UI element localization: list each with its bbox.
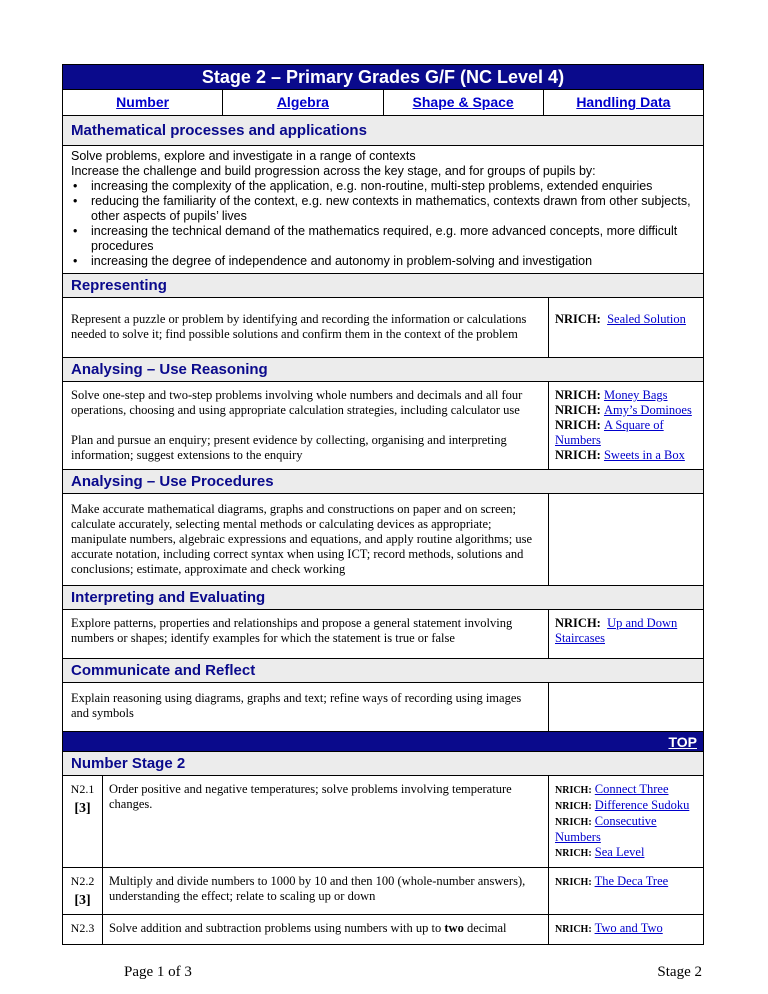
communicate-resources — [549, 683, 703, 731]
reasoning-heading: Analysing – Use Reasoning — [63, 357, 703, 381]
table-row — [63, 914, 703, 944]
math-processes-body — [63, 145, 703, 273]
list-item: • increasing the degree of independence and autonomy in problem-solving and investigation — [71, 254, 695, 269]
nrich-link-consecutive-numbers[interactable]: Consecutive Numbers — [555, 814, 657, 844]
objective-resources — [549, 915, 703, 944]
communicate-row — [63, 682, 703, 731]
nrich-link-difference-sudoku[interactable]: Difference Sudoku — [594, 798, 690, 812]
objective-text-part: Solve addition and subtraction problems using numbers with up to — [109, 921, 445, 935]
page-title: Stage 2 – Primary Grades G/F (NC Level 4) — [63, 65, 703, 89]
nrich-link-amys-dominoes[interactable]: Amy’s Dominoes — [603, 403, 692, 417]
nrich-link-connect-three[interactable]: Connect Three — [594, 782, 669, 796]
nrich-link-deca-tree[interactable]: The Deca Tree — [594, 874, 669, 888]
reasoning-text-2: Plan and pursue an enquiry; present evidence by collecting, organising and interpreting information; suggest extensions to the enquiry — [71, 433, 507, 462]
reasoning-text-1: Solve one-step and two-step problems involving whole numbers and decimals and all four operations, choosing and using appropriate calculation strategies, including calculator use — [71, 388, 523, 417]
procedures-resources — [549, 494, 703, 585]
objective-text: Multiply and divide numbers to 1000 by 10 and then 100 (whole-number answers), understanding the effect; relate to scaling up or down — [103, 868, 549, 914]
nav-link-handling-data[interactable]: Handling Data — [576, 94, 671, 110]
nrich-link-money-bags[interactable]: Money Bags — [603, 388, 668, 402]
objective-resources — [549, 776, 703, 867]
math-processes-heading: Mathematical processes and applications — [63, 115, 703, 145]
procedures-text: Make accurate mathematical diagrams, graphs and constructions on paper and on screen; calculate accurately, selecting mental methods or calculating devices as appropriate; manipulate numbers, algebraic expressions and equations, and apply routine algorithms; use accurate notation, including correct syntax when using ICT; record methods, solutions and conclusions; estimate, approximate and check working — [63, 494, 549, 585]
interpreting-row — [63, 609, 703, 658]
nrich-label: NRICH: — [555, 785, 592, 796]
nrich-label: NRICH: — [555, 312, 601, 326]
representing-heading: Representing — [63, 273, 703, 297]
objective-text-part: decimal — [463, 921, 507, 935]
objective-code — [63, 868, 103, 914]
nrich-label: NRICH: — [555, 801, 592, 812]
top-link[interactable]: TOP — [63, 731, 703, 751]
nrich-label: NRICH: — [555, 448, 601, 462]
reasoning-resources — [549, 382, 703, 469]
procedures-row — [63, 493, 703, 585]
nrich-link-sealed-solution[interactable]: Sealed Solution — [607, 312, 686, 326]
objective-code — [63, 776, 103, 867]
list-item: • increasing the complexity of the application, e.g. non-routine, multi-step problems, extended enquiries — [71, 179, 695, 194]
objective-code — [63, 915, 103, 944]
math-processes-list — [71, 179, 695, 269]
interpreting-resources — [549, 610, 703, 658]
nav-link-number[interactable]: Number — [63, 90, 223, 115]
list-item: • increasing the technical demand of the mathematics required, e.g. more advanced concepts, more difficult procedures — [71, 224, 695, 254]
nrich-link-square-of-numbers[interactable]: A Square of Numbers — [555, 418, 664, 447]
footer-stage: Stage 2 — [657, 964, 702, 980]
objective-text: Order positive and negative temperatures; solve problems involving temperature changes. — [103, 776, 549, 867]
table-row — [63, 775, 703, 867]
level-label: [3] — [74, 893, 91, 908]
nrich-label: NRICH: — [555, 877, 592, 888]
representing-resources — [549, 298, 703, 357]
objective-text — [103, 915, 549, 944]
nrich-label: NRICH: — [555, 418, 601, 432]
interpreting-heading: Interpreting and Evaluating — [63, 585, 703, 609]
nrich-link-sea-level[interactable]: Sea Level — [594, 845, 645, 859]
math-processes-line1: Solve problems, explore and investigate in a range of contexts — [71, 149, 416, 163]
representing-row — [63, 297, 703, 357]
communicate-heading: Communicate and Reflect — [63, 658, 703, 682]
code-label: N2.3 — [70, 921, 95, 935]
nrich-link-up-and-down-staircases[interactable]: Up and Down Staircases — [555, 616, 678, 645]
nrich-label: NRICH: — [555, 848, 592, 859]
nrich-label: NRICH: — [555, 616, 601, 630]
math-processes-line2: Increase the challenge and build progression across the key stage, and for groups of pupils by: — [71, 164, 596, 178]
objective-text-bold: two — [444, 921, 464, 935]
code-label: N2.1 — [70, 782, 95, 796]
nav-link-shape-space[interactable]: Shape & Space — [384, 90, 544, 115]
representing-text: Represent a puzzle or problem by identifying and recording the information or calculations needed to solve it; find possible solutions and confirm them in the context of the problem — [63, 298, 549, 357]
code-label: N2.2 — [70, 874, 95, 888]
procedures-heading: Analysing – Use Procedures — [63, 469, 703, 493]
nav-link-algebra[interactable]: Algebra — [223, 90, 383, 115]
reasoning-text — [63, 382, 549, 469]
number-stage-heading: Number Stage 2 — [63, 751, 703, 775]
objective-resources — [549, 868, 703, 914]
nrich-label: NRICH: — [555, 403, 601, 417]
table-row — [63, 867, 703, 914]
nrich-label: NRICH: — [555, 388, 601, 402]
nrich-label: NRICH: — [555, 924, 592, 935]
list-item: • reducing the familiarity of the context, e.g. new contexts in mathematics, contexts drawn from other subjects, other aspects of pupils’ lives — [71, 194, 695, 224]
nrich-link-two-and-two[interactable]: Two and Two — [594, 921, 663, 935]
communicate-text: Explain reasoning using diagrams, graphs and text; refine ways of recording using images and symbols — [63, 683, 549, 731]
nav-row — [63, 89, 703, 115]
footer-page-number: Page 1 of 3 — [124, 964, 192, 980]
reasoning-row — [63, 381, 703, 469]
level-label: [3] — [74, 801, 91, 816]
nrich-label: NRICH: — [555, 817, 592, 828]
document-frame — [62, 64, 704, 945]
nrich-link-sweets-in-a-box[interactable]: Sweets in a Box — [603, 448, 685, 462]
interpreting-text: Explore patterns, properties and relationships and propose a general statement involving numbers or shapes; identify examples for which the statement is true or false — [63, 610, 549, 658]
